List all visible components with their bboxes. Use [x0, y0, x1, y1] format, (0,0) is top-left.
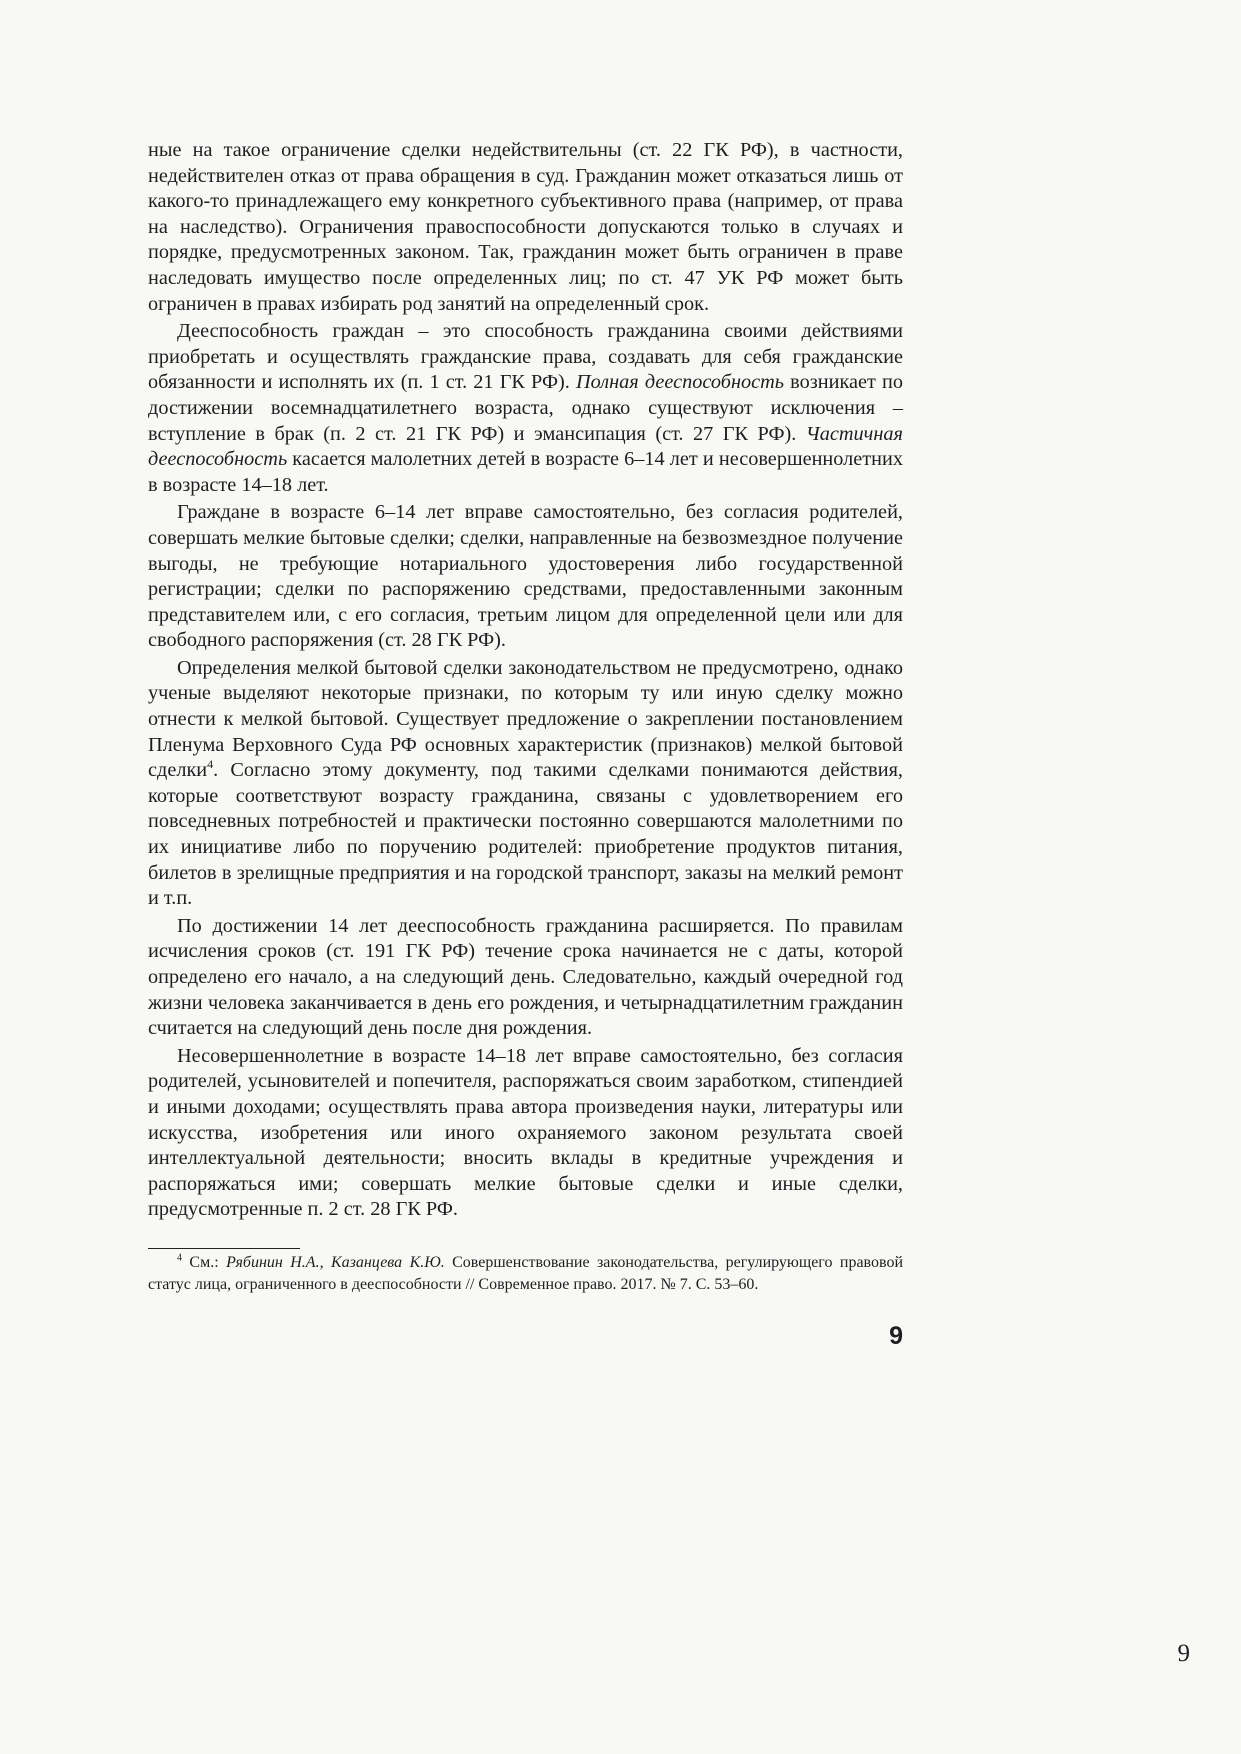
footnote-divider — [148, 1248, 300, 1249]
paragraph-4 — [148, 656, 903, 912]
paragraph-2-part-e: касается малолетних детей в возрасте 6–14 лет и несовершеннолетних в возрасте 14–18 лет. — [148, 448, 903, 496]
paragraph-4-part-a: Определения мелкой бытовой сделки законодательством не предусмотрено, однако ученые выделяют некоторые признаки, по которым ту или иную сделку можно отнести к мелкой бытовой. Существует предложение о закреплении постановлением Пленума Верховного Суда РФ основных характеристик (признаков) мелкой бытовой сделки — [148, 656, 903, 782]
paragraph-1: ные на такое ограничение сделки недействительны (ст. 22 ГК РФ), в частности, недействителен отказ от права обращения в суд. Гражданин может отказаться лишь от какого-то принадлежащего ему конкретного субъективного права (например, от права на наследство). Ограничения правоспособности допускаются только в случаях и порядке, предусмотренных законом. Так, гражданин может быть ограничен в праве наследовать имущество после определенных лиц; по ст. 47 УК РФ может быть ограничен в правах избирать род занятий на определенный срок. — [148, 139, 903, 315]
paragraph-6: Несовершеннолетние в возрасте 14–18 лет вправе самостоятельно, без согласия родителей, усыновителей и попечителя, распоряжаться своим заработком, стипендией и иными доходами; осуществлять права автора произведения науки, литературы или искусства, изобретения или иного охраняемого законом результата своей интеллектуальной деятельности; вносить вклады в кредитные учреждения и распоряжаться ими; совершать мелкие бытовые сделки и иные сделки, предусмотренные п. 2 ст. 28 ГК РФ. — [148, 1044, 903, 1221]
outer-page-number: 9 — [1177, 1640, 1190, 1667]
term-partial-capacity: Частичная дееспособность — [148, 422, 903, 471]
paragraph-2 — [148, 319, 903, 498]
footnote — [148, 1252, 903, 1295]
paragraph-5: По достижении 14 лет дееспособность гражданина расширяется. По правилам исчисления сроков (ст. 191 ГК РФ) течение срока начинается не с даты, которой определено его начало, а на следующий день. Следовательно, каждый очередной год жизни человека заканчивается в день его рождения, и четырнадцатилетним гражданин считается на следующий день после дня рождения. — [148, 914, 903, 1040]
footnote-reference: 4 — [207, 757, 214, 772]
paragraph-2-part-a: Дееспособность граждан – это способность гражданина своими действиями приобретать и осуществлять гражданские права, создавать для себя гражданские обязанности и исполнять их (п. 1 ст. 21 ГК РФ). — [148, 320, 903, 394]
main-text — [148, 138, 903, 1223]
footnote-prefix: См.: — [182, 1254, 227, 1271]
paragraph-4-part-b: . Согласно этому документу, под такими сделками понимаются действия, которые соответствуют возрасту гражданина, связаны с удовлетворением его повседневных потребностей и практически постоянно совершаются малолетними по их инициативе либо по поручению родителей: приобретение продуктов питания, билетов в зрелищные предприятия и на городской транспорт, заказы на мелкий ремонт и т.п. — [148, 759, 903, 910]
footnote-text: Совершенствование законодательства, регулирующего правовой статус лица, ограниченного в дееспособности // Современное право. 2017. № 7. С. 53–60. — [148, 1254, 903, 1293]
term-full-capacity: Полная дееспособность — [575, 371, 785, 394]
footnote-authors: Рябинин Н.А., Казанцева К.Ю. — [226, 1254, 445, 1271]
inner-page-number: 9 — [889, 1322, 903, 1350]
paragraph-2-part-c: возникает по достижении восемнадцатилетнего возраста, однако существуют исключения – вступление в брак (п. 2 ст. 21 ГК РФ) и эмансипация (ст. 27 ГК РФ). — [148, 371, 903, 445]
paragraph-3: Граждане в возрасте 6–14 лет вправе самостоятельно, без согласия родителей, совершать мелкие бытовые сделки; сделки, направленные на безвозмездное получение выгоды, не требующие нотариального удостоверения либо государственной регистрации; сделки по распоряжению средствами, предоставленными законным представителем или, с его согласия, третьим лицом для определенной цели или для свободного распоряжения (ст. 28 ГК РФ). — [148, 501, 903, 652]
footnote-number: 4 — [177, 1252, 182, 1264]
